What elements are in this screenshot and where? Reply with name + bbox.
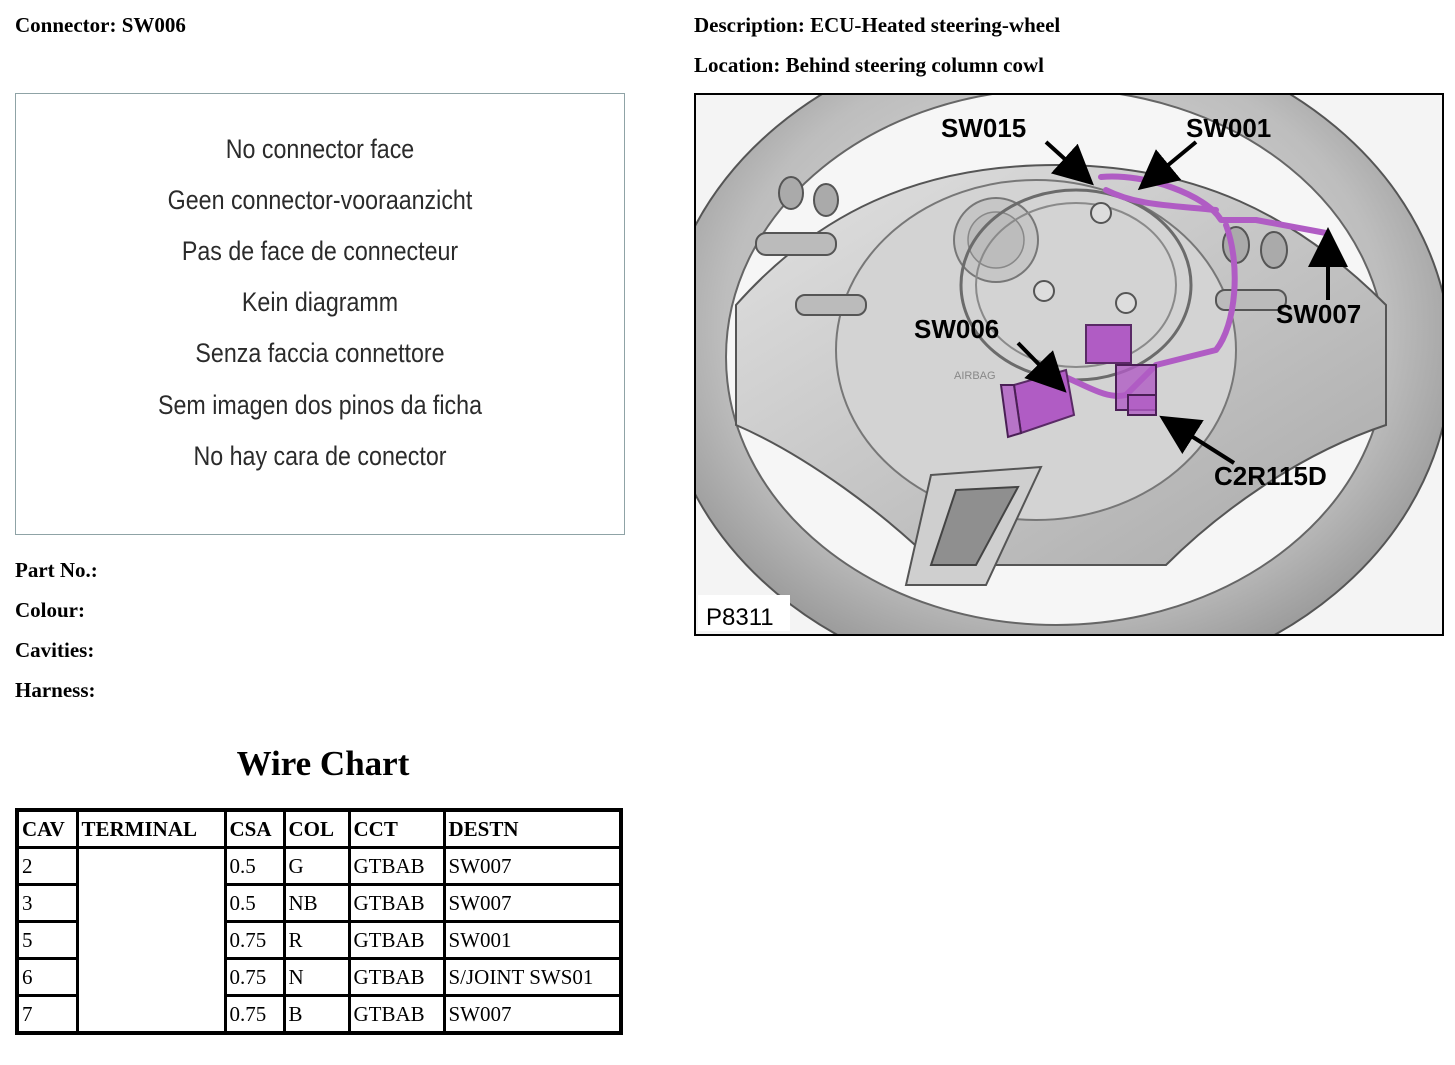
cell-csa: 0.5 — [225, 885, 284, 922]
connector-c2r115d — [1086, 325, 1131, 363]
cell-cct: GTBAB — [349, 996, 444, 1034]
left-switch-icon — [779, 177, 803, 209]
col-header-csa: CSA — [225, 810, 284, 848]
wire-chart-table — [15, 808, 623, 1035]
cell-col: R — [284, 922, 349, 959]
cell-cav: 7 — [17, 996, 77, 1034]
cell-cct: GTBAB — [349, 959, 444, 996]
description-label: Description: ECU-Heated steering-wheel — [694, 13, 1061, 37]
part-no-label: Part No.: — [15, 558, 98, 582]
col-header-destn: DESTN — [444, 810, 621, 848]
harness-label: Harness: — [15, 678, 96, 702]
col-header-cct: CCT — [349, 810, 444, 848]
no-connector-face-line-it: Senza faccia connettore — [195, 338, 445, 368]
cell-cct: GTBAB — [349, 885, 444, 922]
no-connector-face-line-nl: Geen connector-vooraanzicht — [167, 185, 473, 215]
callout-sw001: SW001 — [1186, 113, 1272, 143]
cell-csa: 0.5 — [225, 848, 284, 885]
cell-cav: 2 — [17, 848, 77, 885]
cell-cav: 3 — [17, 885, 77, 922]
svg-text:AIRBAG: AIRBAG — [954, 370, 996, 382]
cell-col: NB — [284, 885, 349, 922]
colour-label: Colour: — [15, 598, 85, 622]
cell-col: N — [284, 959, 349, 996]
cell-destn: SW007 — [444, 885, 621, 922]
cell-csa: 0.75 — [225, 996, 284, 1034]
no-connector-face-line-de: Kein diagramm — [241, 287, 399, 317]
cell-destn: SW007 — [444, 996, 621, 1034]
callout-c2r115d: C2R115D — [1214, 461, 1327, 491]
cell-cav: 5 — [17, 922, 77, 959]
steering-wheel-illustration — [696, 95, 1442, 634]
cell-col: G — [284, 848, 349, 885]
location-label: Location: Behind steering column cowl — [694, 53, 1044, 77]
cell-cct: GTBAB — [349, 922, 444, 959]
cell-col: B — [284, 996, 349, 1034]
cell-destn: SW001 — [444, 922, 621, 959]
callout-sw006: SW006 — [914, 314, 1000, 344]
cell-cav: 6 — [17, 959, 77, 996]
callout-sw007: SW007 — [1276, 299, 1362, 329]
cell-cct: GTBAB — [349, 848, 444, 885]
cell-destn: S/JOINT SWS01 — [444, 959, 621, 996]
col-header-terminal: TERMINAL — [77, 810, 225, 848]
cell-terminal — [77, 848, 225, 1034]
cell-csa: 0.75 — [225, 922, 284, 959]
location-diagram — [694, 93, 1444, 636]
no-connector-face-line-en: No connector face — [225, 134, 415, 164]
connector-label: Connector: SW006 — [15, 13, 186, 37]
table-header-row — [17, 810, 621, 848]
no-connector-face-line-fr: Pas de face de connecteur — [181, 236, 459, 266]
wire-chart-title: Wire Chart — [236, 744, 410, 783]
col-header-cav: CAV — [17, 810, 77, 848]
table-row — [17, 848, 621, 885]
col-header-col: COL — [284, 810, 349, 848]
figure-id: P8311 — [706, 604, 774, 631]
cell-csa: 0.75 — [225, 959, 284, 996]
no-connector-face-line-es: No hay cara de conector — [193, 441, 447, 471]
no-connector-face-box — [15, 93, 625, 535]
cell-destn: SW007 — [444, 848, 621, 885]
cavities-label: Cavities: — [15, 638, 95, 662]
callout-sw015: SW015 — [941, 113, 1027, 143]
no-connector-face-line-pt: Sem imagen dos pinos da ficha — [157, 390, 482, 420]
